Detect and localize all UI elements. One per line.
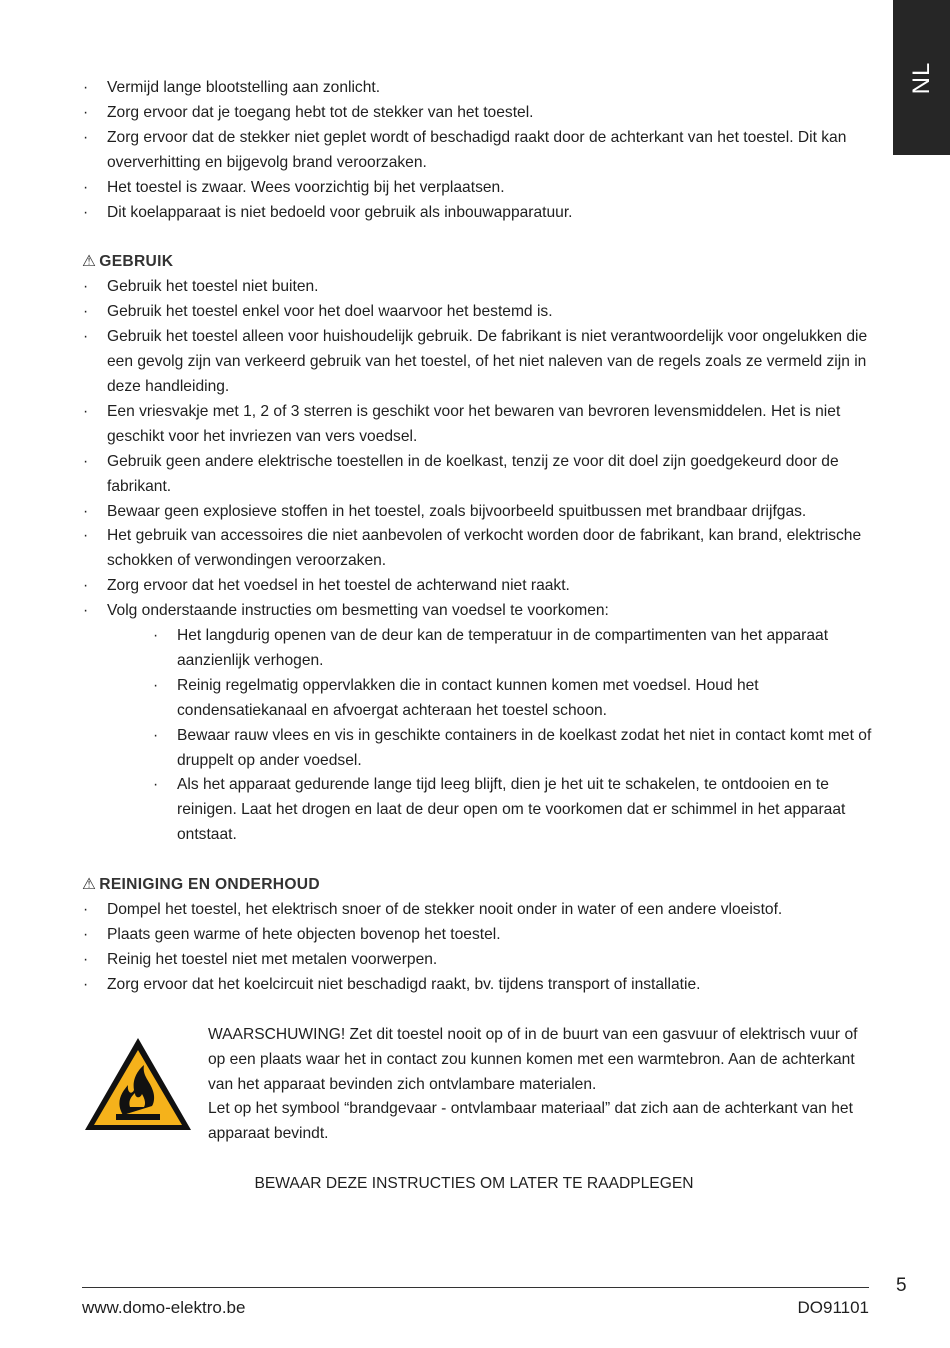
list-item: · Zorg ervoor dat je toegang hebt tot de stekker van het toestel. <box>82 101 872 126</box>
list-item: · Dit koelapparaat is niet bedoeld voor gebruik als inbouwapparatuur. <box>82 201 872 226</box>
warning-paragraph: WAARSCHUWING! Zet dit toestel nooit op of in de buurt van een gasvuur of elektrisch vuur of op een plaats waar het in contact zou kunnen komen met een warmtebron. Aan de achterkant van het apparaat bevinden zich ontvlambare materialen. <box>208 1025 858 1093</box>
reiniging-list <box>82 898 872 998</box>
sub-list-item: · Als het apparaat gedurende lange tijd leeg blijft, dien je het uit te schakelen, te ontdooien en te reinigen. Laat het drogen en laat de deur open om te voorkomen dat er schimmel in het apparaat ontstaat. <box>152 773 872 848</box>
sub-list-item: · Bewaar rauw vlees en vis in geschikte containers in de koelkast zodat het niet in contact komt met of druppelt op ander voedsel. <box>152 724 872 774</box>
list-item: · Reinig het toestel niet met metalen voorwerpen. <box>82 948 872 973</box>
list-item: · Gebruik het toestel enkel voor het doel waarvoor het bestemd is. <box>82 300 872 325</box>
list-item: · Zorg ervoor dat het koelcircuit niet beschadigd raakt, bv. tijdens transport of installatie. <box>82 973 872 998</box>
list-item: · Plaats geen warme of hete objecten bovenop het toestel. <box>82 923 872 948</box>
footer-website: www.domo-elektro.be <box>82 1298 246 1317</box>
language-tab-label: NL <box>907 61 935 95</box>
flammable-warning <box>82 1023 872 1148</box>
list-item: · Het toestel is zwaar. Wees voorzichtig bij het verplaatsen. <box>82 176 872 201</box>
footer-model-number: DO91101 <box>797 1298 869 1317</box>
list-item: · Zorg ervoor dat het voedsel in het toestel de achterwand niet raakt. <box>82 574 872 599</box>
list-item: · Zorg ervoor dat de stekker niet geplet wordt of beschadigd raakt door de achterkant van het toestel. Dit kan oververhitting en bijgevolg brand veroorzaken. <box>82 126 872 176</box>
list-item: · Een vriesvakje met 1, 2 of 3 sterren is geschikt voor het bewaren van bevroren levensmiddelen. Het is niet geschikt voor het invriezen van vers voedsel. <box>82 400 872 450</box>
list-item: · Bewaar geen explosieve stoffen in het toestel, zoals bijvoorbeeld spuitbussen met brandbaar drijfgas. <box>82 500 872 525</box>
list-item: · Dompel het toestel, het elektrisch snoer of de stekker nooit onder in water of een andere vloeistof. <box>82 898 872 923</box>
warning-triangle-icon: ⚠ <box>82 253 97 271</box>
section-heading-gebruik <box>82 250 872 275</box>
warning-triangle-icon: ⚠ <box>82 876 97 894</box>
section-title: GEBRUIK <box>99 253 174 271</box>
language-tab <box>893 0 950 155</box>
footer-divider <box>82 1287 869 1288</box>
list-item: · Het gebruik van accessoires die niet aanbevolen of verkocht worden door de fabrikant, kan brand, elektrische schokken of verwondingen veroorzaken. <box>82 524 872 574</box>
intro-list <box>82 76 872 225</box>
list-item: · Gebruik het toestel alleen voor huishoudelijk gebruik. De fabrikant is niet verantwoordelijk voor ongelukken die een gevolg zijn van verkeerd gebruik van het toestel, of het niet naleven van de regels zoals ze vermeld zijn in deze handleiding. <box>82 325 872 400</box>
list-item: · Gebruik het toestel niet buiten. <box>82 275 872 300</box>
page-number: 5 <box>896 1275 907 1296</box>
sub-list-item: · Het langdurig openen van de deur kan de temperatuur in de compartimenten van het apparaat aanzienlijk verhogen. <box>152 624 872 674</box>
flammable-hazard-icon <box>82 1035 194 1133</box>
section-title: REINIGING EN ONDERHOUD <box>99 876 320 894</box>
page-content <box>82 76 872 1197</box>
gebruik-list <box>82 275 872 624</box>
list-item: · Gebruik geen andere elektrische toestellen in de koelkast, tenzij ze voor dit doel zijn goedgekeurd door de fabrikant. <box>82 450 872 500</box>
list-item: · Volg onderstaande instructies om besmetting van voedsel te voorkomen: <box>82 599 872 624</box>
list-item: · Vermijd lange blootstelling aan zonlicht. <box>82 76 872 101</box>
contamination-sublist <box>152 624 872 848</box>
warning-paragraph: Let op het symbool “brandgevaar - ontvlambaar materiaal” dat zich aan de achterkant van het apparaat bevindt. <box>208 1100 853 1143</box>
section-heading-reiniging <box>82 873 872 898</box>
sub-list-item: · Reinig regelmatig oppervlakken die in contact kunnen komen met voedsel. Houd het condensatiekanaal en afvoergat achteraan het toestel schoon. <box>152 674 872 724</box>
warning-text <box>208 1023 868 1148</box>
keep-instructions-note: BEWAAR DEZE INSTRUCTIES OM LATER TE RAADPLEGEN <box>254 1174 694 1192</box>
